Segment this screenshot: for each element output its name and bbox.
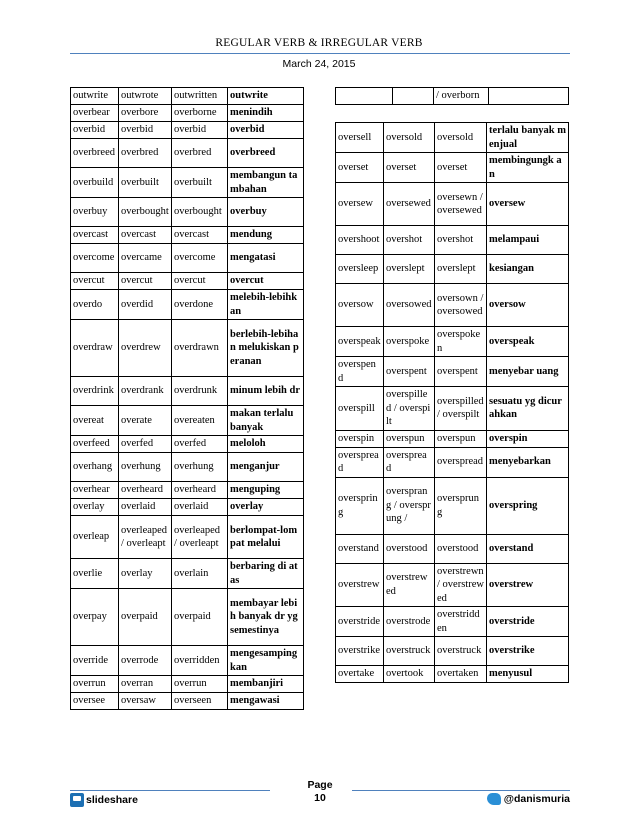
footer-brand — [70, 793, 138, 807]
cell-past-simple: overstrewed — [384, 563, 435, 607]
cell-past-participle: overrun — [172, 676, 228, 693]
cell-past-simple: overcast — [119, 227, 172, 244]
cell-past-simple: oversaw — [119, 693, 172, 710]
footer-divider-left — [70, 790, 270, 791]
cell-past-participle: oversown / oversowed — [435, 284, 487, 327]
footer-divider-right — [352, 790, 570, 791]
cell-meaning: oversow — [487, 284, 569, 327]
verb-row — [336, 447, 569, 477]
cell-past-participle: overspilled / overspilt — [435, 387, 487, 431]
cell-past-simple: overcame — [119, 244, 172, 273]
cell-base-form — [336, 88, 393, 105]
twitter-icon — [487, 793, 501, 805]
cell-meaning: overstand — [487, 534, 569, 563]
cell-meaning — [489, 88, 569, 105]
cell-past-participle: overdrunk — [172, 377, 228, 406]
cell-past-simple — [393, 88, 434, 105]
cell-past-simple: overbought — [119, 198, 172, 227]
verb-row — [336, 153, 569, 183]
cell-base-form: overstride — [336, 607, 384, 637]
cell-base-form: overdo — [71, 290, 119, 320]
cell-past-participle: overbuilt — [172, 168, 228, 198]
cell-past-participle: overbought — [172, 198, 228, 227]
verb-row — [71, 273, 304, 290]
cell-base-form: overstrike — [336, 637, 384, 666]
cell-past-simple: overate — [119, 406, 172, 436]
verb-row — [71, 244, 304, 273]
cell-base-form: overspring — [336, 477, 384, 534]
cell-past-simple: overstrode — [384, 607, 435, 637]
document-date: March 24, 2015 — [282, 58, 356, 70]
cell-meaning: melebih-lebihkan — [228, 290, 304, 320]
left-verb-table — [70, 121, 304, 710]
cell-past-simple: overspilled / overspilt — [384, 387, 435, 431]
verb-row — [71, 198, 304, 227]
cell-past-participle: oversewn / oversewed — [435, 183, 487, 226]
cell-base-form: overspend — [336, 357, 384, 387]
cell-past-participle: oversold — [435, 123, 487, 153]
cell-past-participle: overstruck — [435, 637, 487, 666]
cell-base-form: overbuy — [71, 198, 119, 227]
cell-past-participle: overlain — [172, 559, 228, 589]
cell-meaning: berbaring di atas — [228, 559, 304, 589]
cell-past-participle: overheard — [172, 482, 228, 499]
cell-base-form: overspill — [336, 387, 384, 431]
cell-meaning: overspeak — [487, 327, 569, 357]
cell-meaning: menindih — [228, 105, 304, 122]
cell-past-simple: overpaid — [119, 589, 172, 646]
verb-row — [336, 88, 569, 105]
verb-row — [71, 482, 304, 499]
cell-meaning: makan terlalu banyak — [228, 406, 304, 436]
cell-base-form: overbreed — [71, 139, 119, 168]
brand-text: slideshare — [86, 794, 138, 806]
verb-row — [71, 559, 304, 589]
cell-meaning: menyusul — [487, 666, 569, 683]
cell-meaning: overspring — [487, 477, 569, 534]
cell-meaning: membanjiri — [228, 676, 304, 693]
verb-row — [336, 607, 569, 637]
cell-past-participle: overhung — [172, 453, 228, 482]
cell-past-simple: overbred — [119, 139, 172, 168]
verb-row — [336, 226, 569, 255]
cell-base-form: overpay — [71, 589, 119, 646]
cell-past-simple: overheard — [119, 482, 172, 499]
verb-row — [71, 589, 304, 646]
verb-row — [336, 357, 569, 387]
cell-past-participle: overcome — [172, 244, 228, 273]
cell-past-simple: overdrank — [119, 377, 172, 406]
cell-past-simple: overspent — [384, 357, 435, 387]
cell-meaning: membayar lebih banyak dr yg semestinya — [228, 589, 304, 646]
cell-base-form: overbear — [71, 105, 119, 122]
cell-past-participle: overdrawn — [172, 320, 228, 377]
verb-row — [71, 139, 304, 168]
cell-meaning: overbreed — [228, 139, 304, 168]
cell-meaning: kesiangan — [487, 255, 569, 284]
cell-past-simple: overhung — [119, 453, 172, 482]
cell-past-participle: overslept — [435, 255, 487, 284]
verb-row — [336, 637, 569, 666]
cell-meaning: menyebarkan — [487, 447, 569, 477]
cell-base-form: overhang — [71, 453, 119, 482]
cell-past-simple: overlaid — [119, 499, 172, 516]
cell-base-form: overspeak — [336, 327, 384, 357]
cell-past-participle: / overborn — [434, 88, 489, 105]
verb-row — [71, 168, 304, 198]
cell-past-simple: oversprang / oversprung / — [384, 477, 435, 534]
verb-row — [71, 88, 304, 105]
cell-past-participle: overlaid — [172, 499, 228, 516]
cell-past-simple: overfed — [119, 436, 172, 453]
cell-meaning: berlebih-lebihan melukiskan peranan — [228, 320, 304, 377]
slideshare-icon — [70, 793, 84, 807]
cell-base-form: overcome — [71, 244, 119, 273]
cell-meaning: menganjur — [228, 453, 304, 482]
cell-base-form: overleap — [71, 516, 119, 559]
cell-past-participle: overbid — [172, 122, 228, 139]
cell-base-form: oversleep — [336, 255, 384, 284]
verb-row — [71, 290, 304, 320]
cell-meaning: mengatasi — [228, 244, 304, 273]
cell-past-simple: overbuilt — [119, 168, 172, 198]
cell-meaning: overspin — [487, 430, 569, 447]
cell-past-simple: overstood — [384, 534, 435, 563]
cell-base-form: overtake — [336, 666, 384, 683]
cell-meaning: overstrew — [487, 563, 569, 607]
cell-past-simple: overleaped / overleapt — [119, 516, 172, 559]
cell-base-form: oversell — [336, 123, 384, 153]
verb-row — [336, 387, 569, 431]
cell-meaning: overstrike — [487, 637, 569, 666]
cell-past-simple: outwrote — [119, 88, 172, 105]
verb-row — [336, 534, 569, 563]
top-right-verb-table — [335, 87, 569, 105]
cell-base-form: overspin — [336, 430, 384, 447]
cell-base-form: oversee — [71, 693, 119, 710]
cell-base-form: overcut — [71, 273, 119, 290]
cell-meaning: sesuatu yg dicurahkan — [487, 387, 569, 431]
verb-row — [336, 430, 569, 447]
cell-meaning: melampaui — [487, 226, 569, 255]
verb-row — [336, 477, 569, 534]
cell-past-participle: overborne — [172, 105, 228, 122]
cell-past-simple: overrode — [119, 646, 172, 676]
cell-meaning: mengawasi — [228, 693, 304, 710]
cell-past-participle: overdone — [172, 290, 228, 320]
verb-row — [336, 563, 569, 607]
verb-row — [71, 676, 304, 693]
verb-row — [71, 122, 304, 139]
cell-base-form: overdraw — [71, 320, 119, 377]
verb-row — [336, 183, 569, 226]
cell-past-participle: oversprung — [435, 477, 487, 534]
cell-meaning: outwrite — [228, 88, 304, 105]
cell-past-simple: overslept — [384, 255, 435, 284]
cell-past-participle: overcast — [172, 227, 228, 244]
cell-past-simple: oversewed — [384, 183, 435, 226]
cell-past-simple: overtook — [384, 666, 435, 683]
cell-past-simple: overstruck — [384, 637, 435, 666]
cell-past-simple: overdid — [119, 290, 172, 320]
page-number-value: 10 — [314, 792, 326, 804]
cell-base-form: overfeed — [71, 436, 119, 453]
cell-past-simple: overspun — [384, 430, 435, 447]
cell-past-participle: overspread — [435, 447, 487, 477]
cell-past-participle: overleaped / overleapt — [172, 516, 228, 559]
cell-meaning: terlalu banyak menjual — [487, 123, 569, 153]
cell-meaning: meloloh — [228, 436, 304, 453]
cell-past-simple: overbore — [119, 105, 172, 122]
cell-base-form: overdrink — [71, 377, 119, 406]
cell-base-form: overeat — [71, 406, 119, 436]
cell-past-participle: outwritten — [172, 88, 228, 105]
cell-base-form: override — [71, 646, 119, 676]
cell-past-simple: overspread — [384, 447, 435, 477]
handle-text: @danismuria — [503, 793, 570, 805]
verb-row — [336, 327, 569, 357]
cell-meaning: overstride — [487, 607, 569, 637]
verb-row — [71, 693, 304, 710]
cell-past-simple: overbid — [119, 122, 172, 139]
cell-past-simple: overdrew — [119, 320, 172, 377]
verb-row — [71, 105, 304, 122]
cell-past-participle: overstridden — [435, 607, 487, 637]
cell-meaning: minum lebih dr — [228, 377, 304, 406]
cell-base-form: overstand — [336, 534, 384, 563]
cell-past-simple: overran — [119, 676, 172, 693]
page-label: Page — [307, 779, 333, 791]
cell-past-participle: overspun — [435, 430, 487, 447]
cell-past-participle: overpaid — [172, 589, 228, 646]
cell-past-simple: oversold — [384, 123, 435, 153]
verb-row — [71, 320, 304, 377]
cell-base-form: overbid — [71, 122, 119, 139]
cell-past-participle: overridden — [172, 646, 228, 676]
verb-row — [71, 499, 304, 516]
cell-past-simple: overcut — [119, 273, 172, 290]
cell-base-form: oversow — [336, 284, 384, 327]
cell-base-form: outwrite — [71, 88, 119, 105]
cell-meaning: berlompat-lompat melalui — [228, 516, 304, 559]
document-title: REGULAR VERB & IRREGULAR VERB — [215, 37, 423, 49]
header-divider — [70, 53, 570, 54]
verb-row — [336, 255, 569, 284]
verb-row — [336, 284, 569, 327]
cell-past-simple: overshot — [384, 226, 435, 255]
cell-base-form: overshoot — [336, 226, 384, 255]
footer-handle — [487, 793, 570, 805]
verb-row — [71, 406, 304, 436]
top-left-verb-table — [70, 87, 304, 122]
cell-past-participle: overset — [435, 153, 487, 183]
right-verb-table — [335, 122, 569, 683]
cell-past-simple: oversowed — [384, 284, 435, 327]
cell-base-form: overbuild — [71, 168, 119, 198]
verb-row — [71, 436, 304, 453]
page-number — [290, 779, 350, 805]
cell-meaning: mengesamping kan — [228, 646, 304, 676]
cell-past-participle: overfed — [172, 436, 228, 453]
cell-past-participle: overspent — [435, 357, 487, 387]
verb-row — [71, 227, 304, 244]
cell-base-form: overcast — [71, 227, 119, 244]
cell-past-simple: overlay — [119, 559, 172, 589]
cell-past-participle: overbred — [172, 139, 228, 168]
cell-past-participle: overshot — [435, 226, 487, 255]
cell-meaning: membingungk an — [487, 153, 569, 183]
cell-past-simple: overset — [384, 153, 435, 183]
cell-base-form: oversew — [336, 183, 384, 226]
cell-meaning: menyebar uang — [487, 357, 569, 387]
cell-base-form: overlay — [71, 499, 119, 516]
cell-past-participle: overcut — [172, 273, 228, 290]
cell-base-form: overset — [336, 153, 384, 183]
cell-past-participle: overspoken — [435, 327, 487, 357]
cell-base-form: overstrew — [336, 563, 384, 607]
cell-past-participle: overstrewn / overstrewed — [435, 563, 487, 607]
cell-base-form: overhear — [71, 482, 119, 499]
cell-meaning: mendung — [228, 227, 304, 244]
cell-meaning: overbuy — [228, 198, 304, 227]
cell-meaning: oversew — [487, 183, 569, 226]
cell-past-simple: overspoke — [384, 327, 435, 357]
cell-meaning: overbid — [228, 122, 304, 139]
cell-meaning: overcut — [228, 273, 304, 290]
verb-row — [71, 516, 304, 559]
cell-past-participle: overeaten — [172, 406, 228, 436]
verb-row — [71, 377, 304, 406]
cell-past-participle: overtaken — [435, 666, 487, 683]
cell-meaning: overlay — [228, 499, 304, 516]
cell-base-form: overspread — [336, 447, 384, 477]
verb-row — [71, 453, 304, 482]
cell-meaning: menguping — [228, 482, 304, 499]
cell-meaning: membangun tambahan — [228, 168, 304, 198]
cell-base-form: overlie — [71, 559, 119, 589]
cell-past-participle: overstood — [435, 534, 487, 563]
cell-base-form: overrun — [71, 676, 119, 693]
cell-past-participle: overseen — [172, 693, 228, 710]
verb-row — [71, 646, 304, 676]
verb-row — [336, 123, 569, 153]
verb-row — [336, 666, 569, 683]
